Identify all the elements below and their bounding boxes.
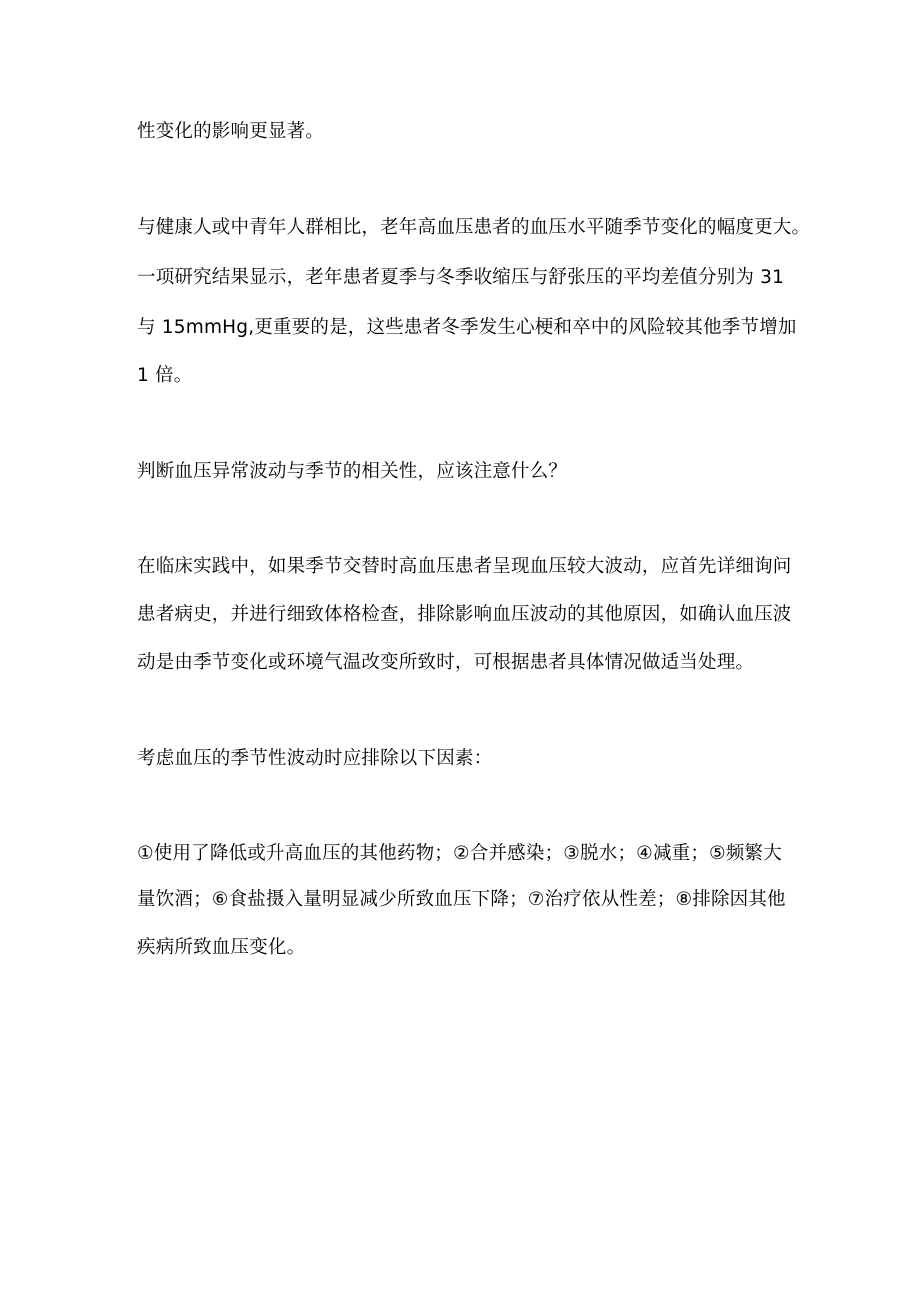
paragraph-line: 与 15mmHg,更重要的是，这些患者冬季发生心梗和卒中的风险较其他季节增加: [137, 317, 797, 338]
paragraph-line: 患者病史，并进行细致体格检查，排除影响血压波动的其他原因，如确认血压波: [137, 604, 792, 625]
paragraph-line: 疾病所致血压变化。: [137, 937, 306, 958]
section-question: 判断血压异常波动与季节的相关性，应该注意什么？: [137, 461, 568, 482]
paragraph-line: 性变化的影响更显著。: [137, 121, 325, 142]
paragraph-line: 一项研究结果显示，老年患者夏季与冬季收缩压与舒张压的平均差值分别为 31: [137, 267, 785, 288]
paragraph-line: 考虑血压的季节性波动时应排除以下因素：: [137, 748, 493, 769]
paragraph-line: 1 倍。: [137, 365, 193, 386]
paragraph-line: ①使用了降低或升高血压的其他药物；②合并感染；③脱水；④减重；⑤频繁大: [137, 843, 782, 864]
paragraph-line: 动是由季节变化或环境气温改变所致时，可根据患者具体情况做适当处理。: [137, 652, 755, 673]
paragraph-line: 在临床实践中，如果季节交替时高血压患者呈现血压较大波动，应首先详细询问: [137, 556, 792, 577]
paragraph-line: 与健康人或中青年人群相比，老年高血压患者的血压水平随季节变化的幅度更大。: [137, 217, 811, 238]
paragraph-line: 量饮酒；⑥食盐摄入量明显减少所致血压下降；⑦治疗依从性差；⑧排除因其他: [137, 889, 786, 910]
